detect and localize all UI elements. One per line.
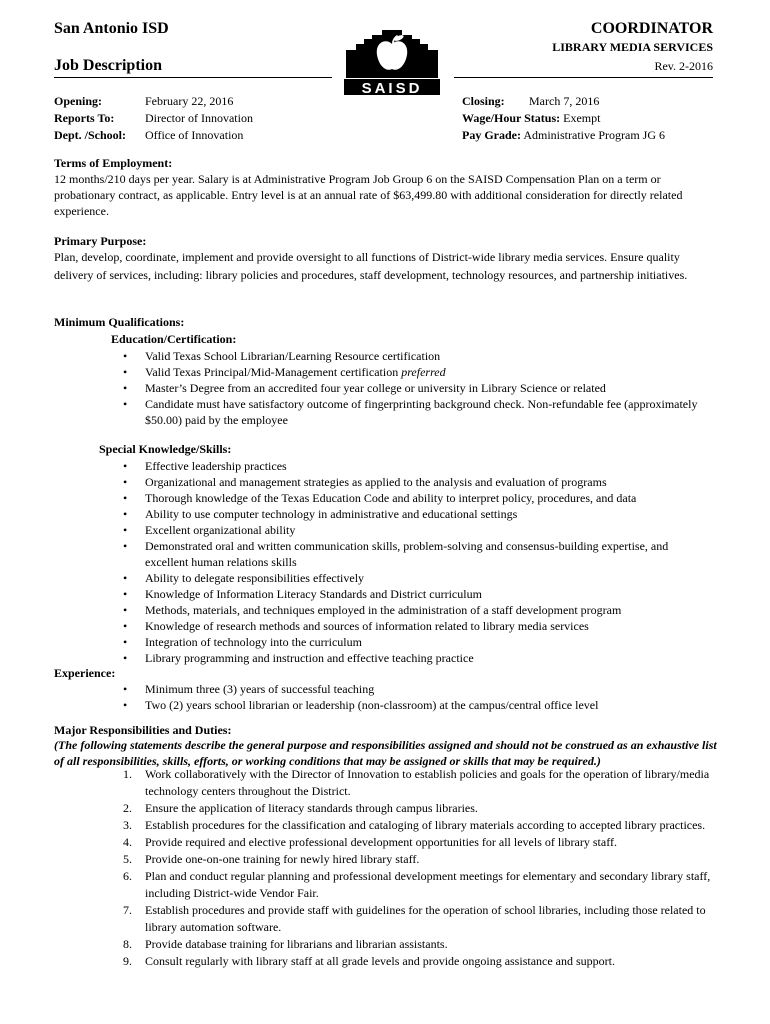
department-name: LIBRARY MEDIA SERVICES [552, 40, 713, 54]
logo-text: SAISD [361, 80, 423, 96]
list-item: • Two (2) years school librarian or leadership (non-classroom) at the campus/central office level [145, 697, 720, 713]
list-item: • Effective leadership practices [145, 458, 720, 474]
education-list [145, 348, 720, 428]
closing-label: Closing: [462, 94, 505, 108]
document-type: Job Description [54, 57, 332, 78]
list-item: • Thorough knowledge of the Texas Education Code and ability to interpret policy, procedures, and data [145, 490, 720, 506]
opening-value: February 22, 2016 [145, 94, 234, 108]
duties-note: (The following statements describe the general purpose and responsibilities assigned and should not be construed as an exhaustive list of all responsibilities, skills, efforts, or working conditions that may be assigned or skills that may be required.) [54, 738, 717, 768]
qualifications-heading: Minimum Qualifications: [54, 315, 185, 329]
list-item: • Excellent organizational ability [145, 522, 720, 538]
list-item: • Demonstrated oral and written communication skills, problem-solving and consensus-building expertise, and excellent human relations skills [145, 538, 700, 570]
terms-section [54, 155, 719, 219]
opening-label: Opening: [54, 94, 103, 108]
list-item: • Methods, materials, and techniques employed in the administration of a staff development program [145, 602, 720, 618]
list-item: • Knowledge of research methods and sources of information related to library media services [145, 618, 720, 634]
list-item: 8. Provide database training for librarians and librarian assistants. [123, 937, 448, 951]
info-left [54, 93, 253, 144]
list-item: 5. Provide one-on-one training for newly hired library staff. [123, 852, 420, 866]
terms-text: 12 months/210 days per year. Salary is at Administrative Program Job Group 6 on the SAISD Compensation Plan on a term or probationary contract, as applicable. Entry level is at an annual rate of $63,499.80 with additional consideration for directly related experience. [54, 172, 683, 218]
list-item: • Master’s Degree from an accredited four year college or university in Library Science or related [145, 380, 720, 396]
duties-list [123, 766, 715, 970]
experience-heading: Experience: [54, 666, 116, 680]
list-item: • Ability to use computer technology in administrative and educational settings [145, 506, 720, 522]
school-building-icon [342, 28, 442, 96]
dept-school-value: Office of Innovation [145, 128, 244, 142]
purpose-heading: Primary Purpose: [54, 234, 147, 248]
list-item: • Valid Texas Principal/Mid-Management certification preferred [145, 364, 720, 380]
info-right [462, 93, 665, 144]
experience-list [145, 681, 720, 713]
dept-school-label: Dept. /School: [54, 128, 126, 142]
purpose-section [54, 233, 722, 284]
list-item: • Organizational and management strategies as applied to the analysis and evaluation of programs [145, 474, 720, 490]
skills-heading: Special Knowledge/Skills: [99, 442, 232, 456]
reports-to-label: Reports To: [54, 111, 115, 125]
wage-hour-value: Exempt [563, 111, 601, 125]
terms-heading: Terms of Employment: [54, 156, 173, 170]
list-item: 9. Consult regularly with library staff at all grade levels and provide ongoing assistance and support. [123, 954, 615, 968]
list-item: • Integration of technology into the curriculum [145, 634, 720, 650]
saisd-logo [342, 28, 442, 96]
pay-grade-value: Administrative Program JG 6 [523, 128, 665, 142]
closing-value: March 7, 2016 [529, 94, 600, 108]
skills-list [145, 458, 720, 666]
job-title: COORDINATOR [590, 20, 713, 37]
list-item: • Valid Texas School Librarian/Learning Resource certification [145, 348, 720, 364]
list-item: • Knowledge of Information Literacy Standards and District curriculum [145, 586, 720, 602]
list-item: • Candidate must have satisfactory outcome of fingerprinting background check. Non-refundable fee (approximately $50.00) paid by the employee [145, 396, 720, 428]
list-item: 1. Work collaboratively with the Director of Innovation to establish policies and goals for the operation of library/media technology centers throughout the District. [123, 767, 710, 798]
purpose-text: Plan, develop, coordinate, implement and provide oversight to all functions of District-wide library media services. Ensure quality delivery of services, including: library policies and procedures, staff development, technology resources, and partnership initiatives. [54, 250, 688, 282]
duties-heading: Major Responsibilities and Duties: [54, 723, 232, 737]
list-item: 7. Establish procedures and provide staff with guidelines for the operation of school libraries, including those related to library automation software. [123, 903, 706, 934]
organization-name: San Antonio ISD [54, 20, 169, 37]
reports-to-value: Director of Innovation [145, 111, 253, 125]
preferred-note: preferred [401, 365, 446, 379]
list-item: 3. Establish procedures for the classification and cataloging of library materials according to accepted library practices. [123, 818, 706, 832]
education-heading: Education/Certification: [111, 332, 237, 346]
list-item: 2. Ensure the application of literacy standards through campus libraries. [123, 801, 478, 815]
list-item: 4. Provide required and elective professional development opportunities for all levels of library staff. [123, 835, 617, 849]
list-item: • Ability to delegate responsibilities effectively [145, 570, 720, 586]
list-item: 6. Plan and conduct regular planning and professional development meetings for elementary and secondary library staff, including District-wide Vendor Fair. [123, 869, 711, 900]
list-item: • Minimum three (3) years of successful teaching [145, 681, 720, 697]
revision-label: Rev. 2-2016 [454, 59, 713, 78]
list-item: • Library programming and instruction and effective teaching practice [145, 650, 720, 666]
wage-hour-label: Wage/Hour Status: [462, 111, 561, 125]
pay-grade-label: Pay Grade: [462, 128, 521, 142]
